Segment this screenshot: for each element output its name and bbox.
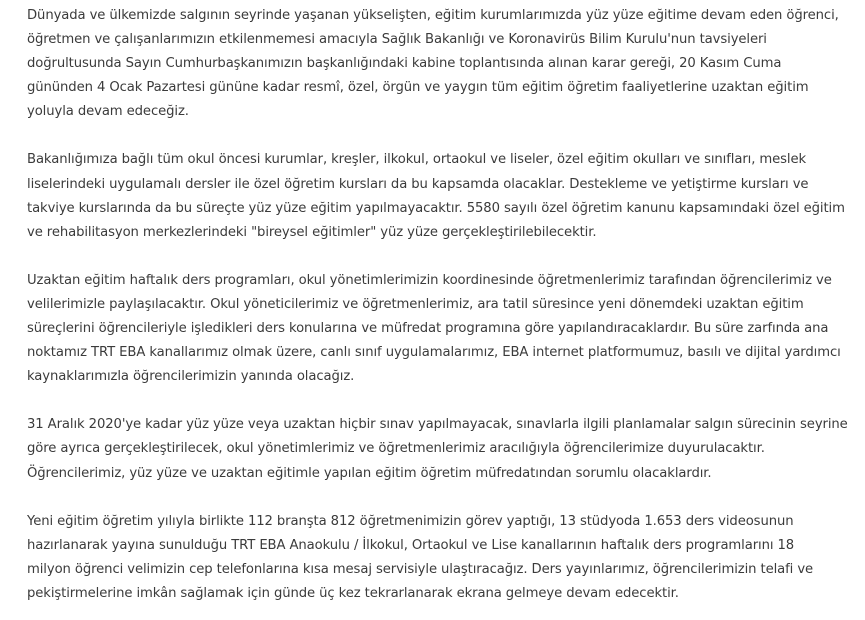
paragraph-exams: 31 Aralık 2020'ye kadar yüz yüze veya uzaktan hiçbir sınav yapılmayacak, sınavlarla ilgili planlamalar salgın sürecinin seyrine göre ayrıca gerçekleştirilecek, okul yönetimlerimiz ve öğretmenlerimiz aracılığıyla öğrencilerimize duyurulacaktır. Öğrencilerimiz, yüz yüze ve uzaktan eğitimle yapılan eğitim öğretim müfredatından sorumlu olacaklardır. bbox=[27, 417, 848, 481]
paragraph-weekly-programs: Uzaktan eğitim haftalık ders programları, okul yönetimlerimizin koordinesinde öğretmenlerimiz tarafından öğrencilerimiz ve velilerimizle paylaşılacaktır. Okul yöneticilerimiz ve öğretmenlerimiz, ara tatil süresince yeni dönemdeki uzaktan eğitim süreçlerini öğrencileriyle işledikleri ders konularına ve müfredat programına göre yapılandıracaklardır. Bu süre zarfında ana noktamız TRT EBA kanallarımız olmak üzere, canlı sınıf uygulamalarımız, EBA internet platformumuz, basılı ve dijital yardımcı kaynaklarımızla öğrencilerimizin yanında olacağız. bbox=[27, 272, 841, 385]
paragraph-scope-of-institutions: Bakanlığımıza bağlı tüm okul öncesi kurumlar, kreşler, ilkokul, ortaokul ve liseler, özel eğitim okulları ve sınıfları, meslek liselerindeki uygulamalı dersler ile özel öğretim kursları da bu kapsamda olacaklar. Destekleme ve yetiştirme kursları ve takviye kurslarında da bu süreçte yüz yüze eğitim yapılmayacaktır. 5580 sayılı özel öğretim kanunu kapsamındaki özel eğitim ve rehabilitasyon merkezlerindeki "bireysel eğitimler" yüz yüze gerçekleştirilebilecektir. bbox=[27, 152, 845, 240]
paragraph-trt-eba-channels: Yeni eğitim öğretim yılıyla birlikte 112 branşta 812 öğretmenimizin görev yaptığı, 13 stüdyoda 1.653 ders videosunun hazırlanarak yayına sunulduğu TRT EBA Anaokulu / İlkokul, Ortaokul ve Lise kanallarının haftalık ders programlarını 18 milyon öğrenci velimizin cep telefonlarına kısa mesaj servisiyle ulaştıracağız. Ders yayınlarımız, öğrencilerimizin telafi ve pekiştirmelerine imkân sağlamak için günde üç kez tekrarlanarak ekrana gelmeye devam edecektir. bbox=[27, 513, 814, 601]
paragraph-distance-education-announcement: Dünyada ve ülkemizde salgının seyrinde yaşanan yükselişten, eğitim kurumlarımızda yüz yüze eğitime devam eden öğrenci, öğretmen ve çalışanlarımızın etkilenmemesi amacıyla Sağlık Bakanlığı ve Koronavirüs Bilim Kurulu'nun tavsiyeleri doğrultusunda Sayın Cumhurbaşkanımızın başkanlığındaki kabine toplantısında alınan karar gereği, 20 Kasım Cuma gününden 4 Ocak Pazartesi gününe kadar resmî, özel, örgün ve yaygın tüm eğitim öğretim faaliyetlerine uzaktan eğitim yoluyla devam edeceğiz. bbox=[27, 8, 839, 120]
